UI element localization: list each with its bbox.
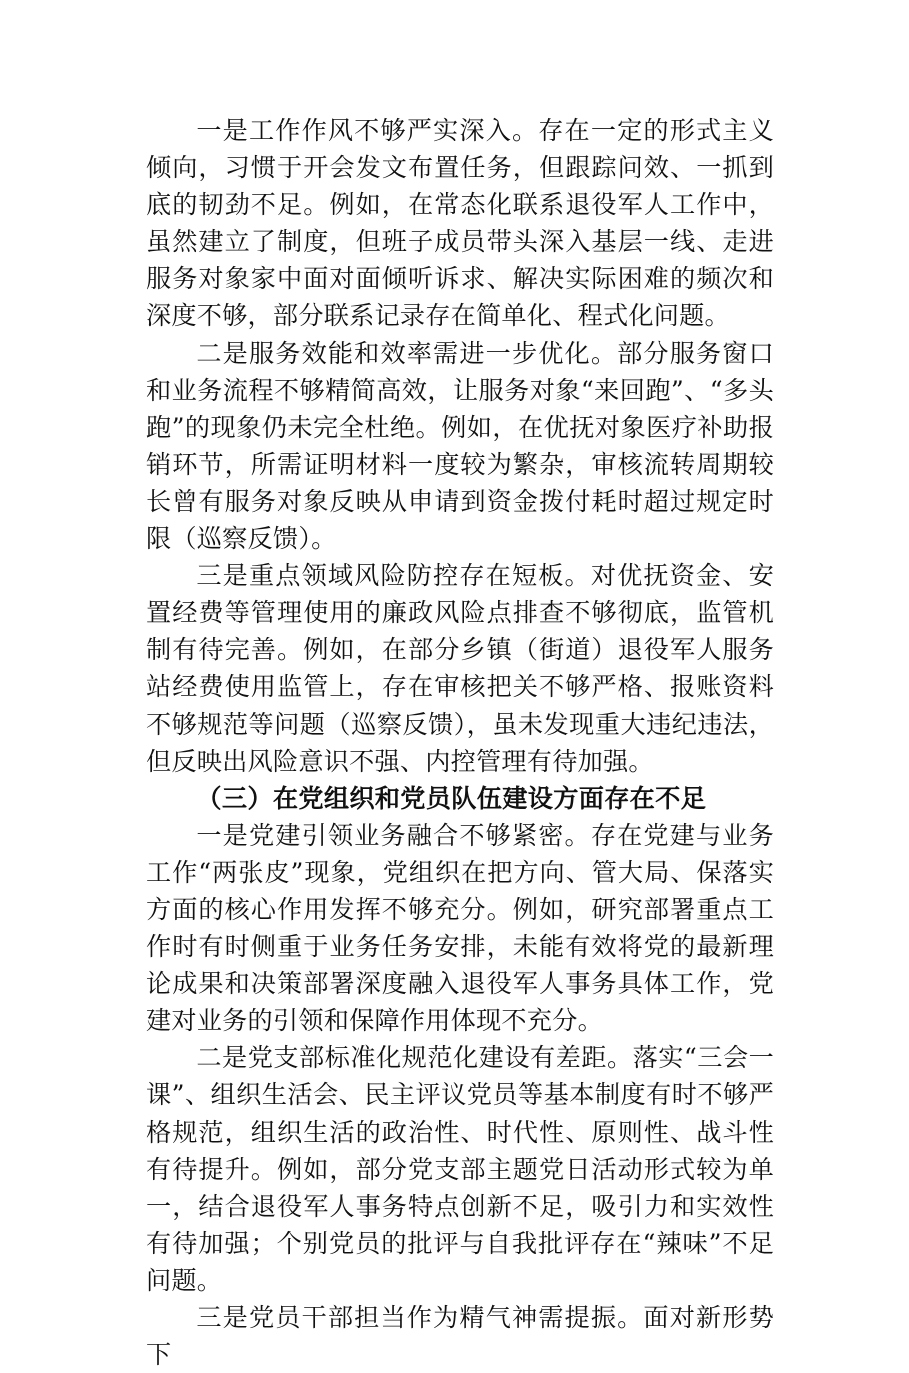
paragraph-risk-control: 三是重点领域风险防控存在短板。对优抚资金、安置经费等管理使用的廉政风险点排查不够彻底，监管机制有待完善。例如，在部分乡镇（街道）退役军人服务站经费使用监管上，存在审核把关不够严格、报账资料不够规范等问题（巡察反馈），虽未发现重大违纪违法，但反映出风险意识不强、内控管理有待加强。 [146,561,774,776]
paragraph-party-building: 一是党建引领业务融合不够紧密。存在党建与业务工作“两张皮”现象，党组织在把方向、管大局、保落实方面的核心作用发挥不够充分。例如，研究部署重点工作时有时侧重于业务任务安排，未能有效将党的最新理论成果和决策部署深度融入退役军人事务具体工作，党建对业务的引领和保障作用体现不充分。 [146,820,774,1036]
paragraph-cadre-spirit: 三是党员干部担当作为精气神需提振。面对新形势下 [146,1303,774,1370]
section-heading: （三）在党组织和党员队伍建设方面存在不足 [196,782,707,813]
paragraph-branch-standardization: 二是党支部标准化规范化建设有差距。落实“三会一课”、组织生活会、民主评议党员等基本制度有时不够严格规范，组织生活的政治性、时代性、原则性、战斗性有待提升。例如，部分党支部主题党日活动形式较为单一，结合退役军人事务特点创新不足，吸引力和实效性有待加强；个别党员的批评与自我批评存在“辣味”不足问题。 [146,1043,774,1295]
document-body [146,112,774,1373]
paragraph-work-style: 一是工作作风不够严实深入。存在一定的形式主义倾向，习惯于开会发文布置任务，但跟踪问效、一抓到底的韧劲不足。例如，在常态化联系退役军人工作中，虽然建立了制度，但班子成员带头深入基层一线、走进服务对象家中面对面倾听诉求、解决实际困难的频次和深度不够，部分联系记录存在简单化、程式化问题。 [146,116,774,331]
paragraph-service-efficiency: 二是服务效能和效率需进一步优化。部分服务窗口和业务流程不够精简高效，让服务对象“来回跑”、“多头跑”的现象仍未完全杜绝。例如，在优抚对象医疗补助报销环节，所需证明材料一度较为繁杂，审核流转周期较长曾有服务对象反映从申请到资金拨付耗时超过规定时限（巡察反馈）。 [146,338,774,554]
